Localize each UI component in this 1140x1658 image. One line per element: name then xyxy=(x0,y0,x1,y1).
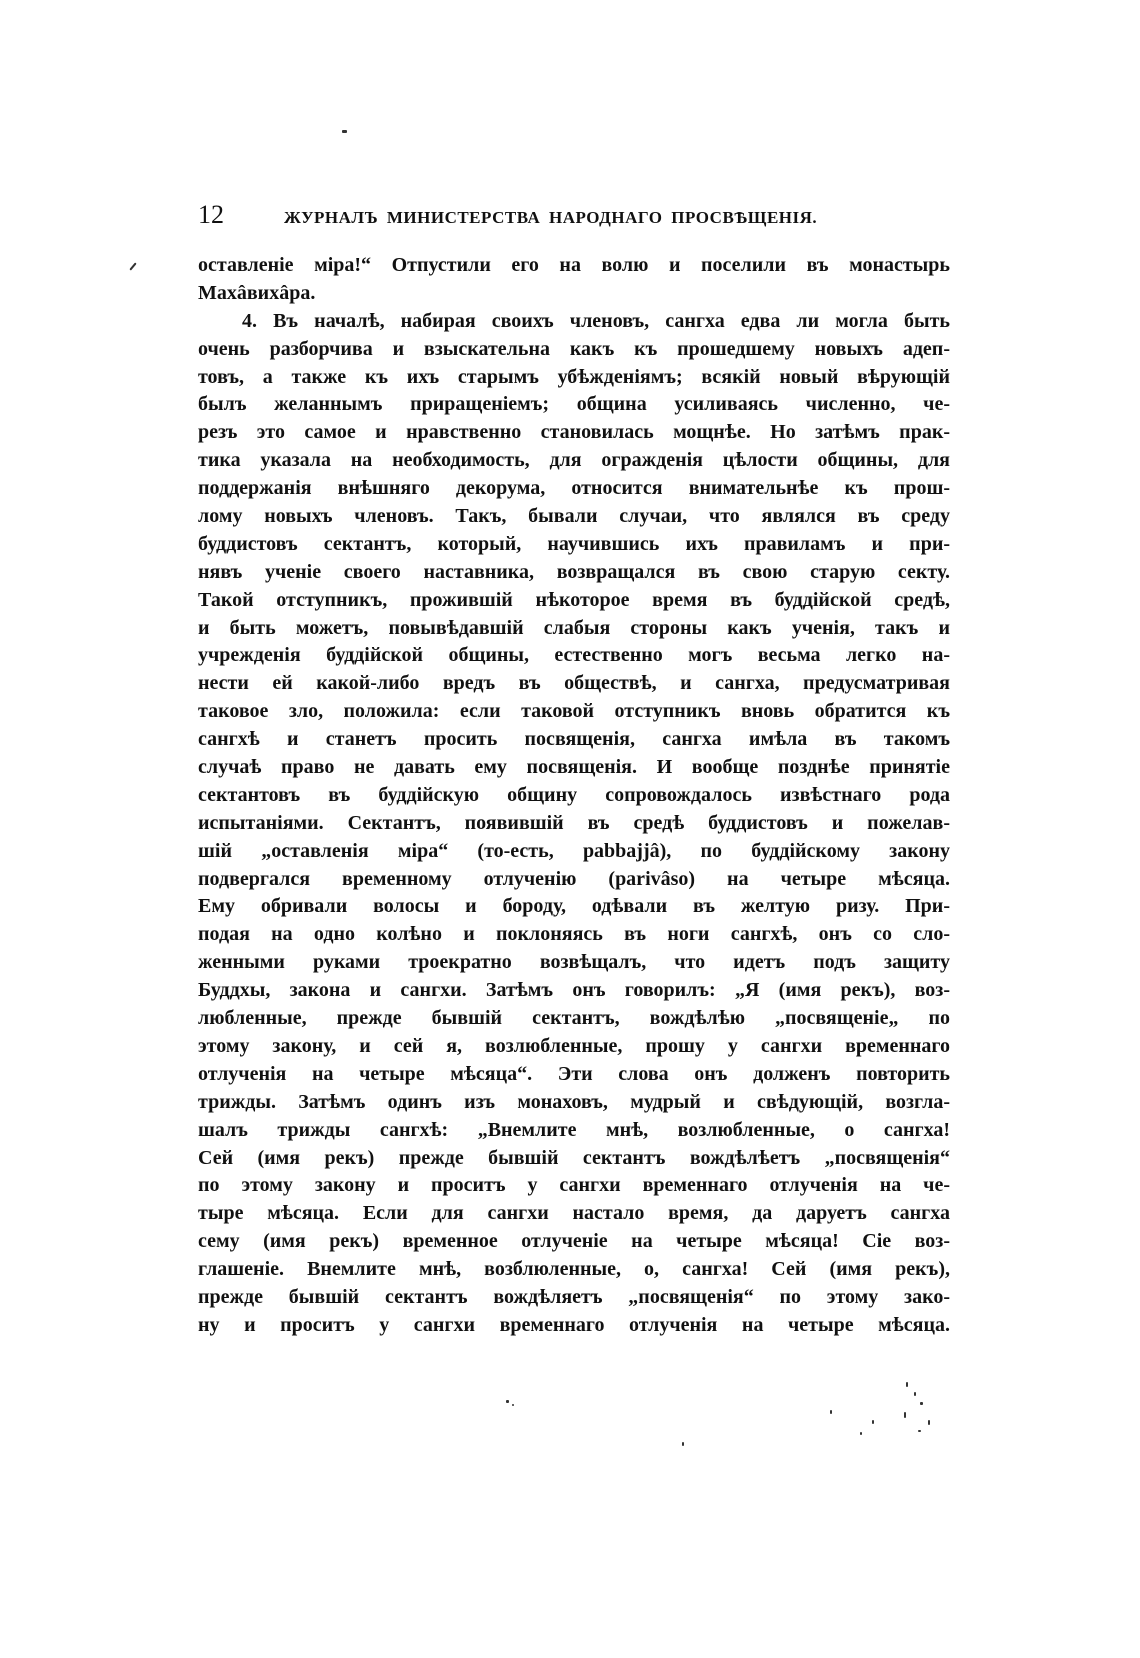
text-line: глашеніе. Внемлите мнѣ, возблюленные, о, сангха! Сей (имя рекъ), xyxy=(198,1258,950,1281)
text-line: прежде бывшій сектантъ вождѣляетъ „посвященія“ по этому зако- xyxy=(198,1285,950,1308)
text-line: товъ, а также къ ихъ старымъ убѣжденіямъ; всякій новый вѣрующій xyxy=(198,365,950,388)
text-line: лому новыхъ членовъ. Такъ, бывали случаи, что являлся въ среду xyxy=(198,505,950,528)
print-speck xyxy=(928,1420,930,1425)
text-line: и быть можетъ, повывѣдавшій слабыя стороны какъ ученія, такъ и xyxy=(198,616,950,639)
print-speck xyxy=(506,1400,509,1403)
text-line: шалъ трижды сангхѣ: „Внемлите мнѣ, возлюбленные, о сангха! xyxy=(198,1118,950,1141)
text-line: Буддхы, закона и сангхи. Затѣмъ онъ говорилъ: „Я (имя рекъ), воз- xyxy=(198,979,950,1002)
text-line: отлученія на четыре мѣсяца“. Эти слова онъ долженъ повторить xyxy=(198,1062,950,1085)
text-line: подвергался временному отлученію (parivâso) на четыре мѣсяца. xyxy=(198,867,950,890)
text-line: оставленіе міра!“ Отпустили его на волю и поселили въ монастырь xyxy=(198,254,950,276)
print-speck xyxy=(904,1412,906,1418)
text-line: подая на одно колѣно и поклоняясь въ ноги сангхѣ, онъ со сло- xyxy=(198,923,950,946)
print-speck xyxy=(872,1420,874,1424)
text-line: сему (имя рекъ) временное отлученіе на четыре мѣсяца! Сіе воз- xyxy=(198,1230,950,1253)
page-number: 12 xyxy=(198,200,224,229)
text-line: по этому закону и проситъ у сангхи временнаго отлученія на че- xyxy=(198,1174,950,1197)
text-line: Такой отступникъ, прожившій нѣкоторое время въ буддійской средѣ, xyxy=(198,588,950,611)
text-line: резъ это самое и нравственно становилась мощнѣе. Но затѣмъ прак- xyxy=(198,421,950,444)
print-speck xyxy=(512,1404,514,1406)
text-line: трижды. Затѣмъ одинъ изъ монаховъ, мудрый и свѣдующій, возгла- xyxy=(198,1090,950,1113)
text-line: нести ей какой-либо вредъ въ обществѣ, и сангха, предусматривая xyxy=(198,672,950,695)
text-line: таковое зло, положила: если таковой отступникъ вновь обратится къ xyxy=(198,700,950,723)
text-line: былъ желаннымъ приращеніемъ; община усиливаясь численно, че- xyxy=(198,393,950,416)
print-speck xyxy=(906,1382,908,1387)
text-line: Ему обривали волосы и бороду, одѣвали въ желтую ризу. При- xyxy=(198,895,950,918)
text-line: нявъ ученіе своего наставника, возвращался въ свою старую секту. xyxy=(198,560,950,583)
text-line: ну и проситъ у сангхи временнаго отлученія на четыре мѣсяца. xyxy=(198,1313,950,1336)
print-speck xyxy=(682,1442,684,1446)
text-line: сектантовъ въ буддійскую общину сопровождалось извѣстнаго рода xyxy=(198,783,950,806)
text-line: Махâвихâра. xyxy=(198,281,316,304)
text-line: поддержанія внѣшняго декорума, относится внимательнѣе къ прош- xyxy=(198,477,950,500)
text-line: тыре мѣсяца. Если для сангхи настало время, да даруетъ сангха xyxy=(198,1202,950,1225)
text-line: 4. Въ началѣ, набирая своихъ членовъ, сангха едва ли могла быть xyxy=(242,309,950,332)
text-line: любленные, прежде бывшій сектантъ, вождѣлѣю „посвященіе„ по xyxy=(198,1007,950,1030)
text-line: шій „оставленія міра“ (то-есть, pabbajjâ), по буддійскому закону xyxy=(198,839,950,862)
text-line: очень разборчива и взыскательна какъ къ прошедшему новыхъ адеп- xyxy=(198,337,950,360)
running-title: ЖУРНАЛЪ МИНИСТЕРСТВА НАРОДНАГО ПРОСВѢЩЕНІЯ. xyxy=(284,208,818,227)
text-line: испытаніями. Сектантъ, появившій въ средѣ буддистовъ и пожелав- xyxy=(198,811,950,834)
text-line: женными руками троекратно возвѣщалъ, что идетъ подъ защиту xyxy=(198,951,950,974)
print-speck xyxy=(129,262,136,270)
text-line: сангхѣ и станетъ просить посвященія, сангха имѣла въ такомъ xyxy=(198,728,950,751)
text-line: буддистовъ сектантъ, который, научившись ихъ правиламъ и при- xyxy=(198,532,950,555)
text-line: этому закону, и сей я, возлюбленные, прошу у сангхи временнаго xyxy=(198,1034,950,1057)
print-speck xyxy=(860,1432,862,1435)
print-speck xyxy=(342,130,347,133)
text-line: случаѣ право не давать ему посвященія. И вообще позднѣе принятіе xyxy=(198,756,950,779)
body-text xyxy=(198,252,950,1340)
running-header xyxy=(198,200,958,230)
print-speck xyxy=(830,1410,832,1414)
print-speck xyxy=(918,1430,921,1432)
print-speck xyxy=(914,1392,916,1396)
text-line: Сей (имя рекъ) прежде бывшій сектантъ вождѣлѣетъ „посвященія“ xyxy=(198,1146,950,1169)
print-speck xyxy=(920,1402,923,1405)
text-line: учрежденія буддійской общины, естественно могъ весьма легко на- xyxy=(198,644,950,667)
text-line: тика указала на необходимость, для огражденія цѣлости общины, для xyxy=(198,449,950,472)
